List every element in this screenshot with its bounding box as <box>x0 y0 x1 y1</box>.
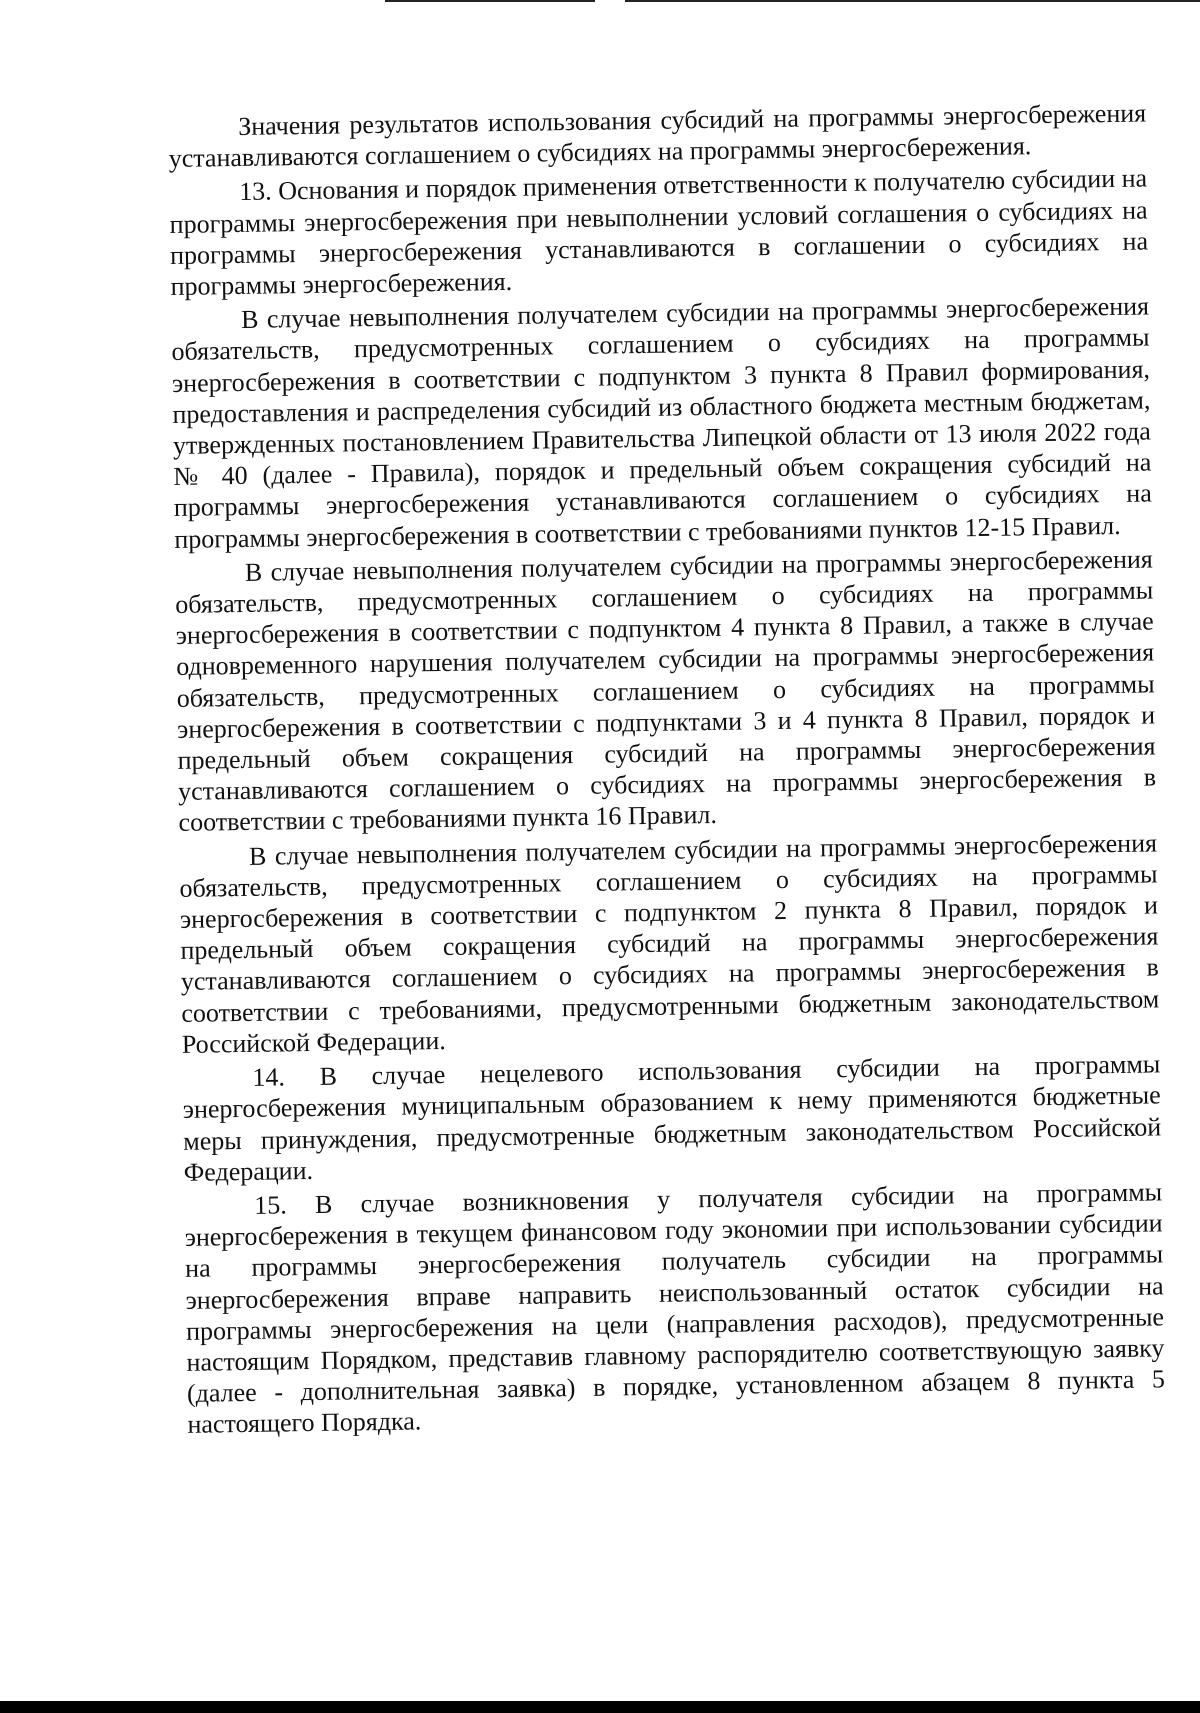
paragraph-results-values: Значения результатов использования субсидий на программы энергосбережения устанавливаются соглашением о субсидиях на программы энергосбережения. <box>168 98 1147 174</box>
scan-bottom-edge <box>0 1701 1200 1713</box>
paragraph-failure-subclause-2: В случае невыполнения получателем субсидии на программы энергосбережения обязательств, предусмотренных соглашением о субсидиях на программы энергосбережения в соответствии с подпунктом 2 пункта 8 Правил, порядок и предельный объем сокращения субсидий на программы энергосбережения устанавливаются соглашением о субсидиях на программы энергосбережения в соответствии с требованиями, предусмотренными бюджетным законодательством Российской Федерации. <box>179 828 1160 1059</box>
paragraph-failure-subclause-4: В случае невыполнения получателем субсидии на программы энергосбережения обязательств, предусмотренных соглашением о субсидиях на программы энергосбережения в соответствии с подпунктом 4 пункта 8 Правил, а также в случае одновременного нарушения получателем субсидии на программы энергосбережения обязательств, предусмотренных соглашением о субсидиях на программы энергосбережения в соответствии с подпунктами 3 и 4 пункта 8 Правил, порядок и предельный объем сокращения субсидий на программы энергосбережения устанавливаются соглашением о субсидиях на программы энергосбережения в соответствии с требованиями пункта 16 Правил. <box>175 544 1157 838</box>
document-body <box>168 97 1166 1443</box>
paragraph-15-savings: 15. В случае возникновения у получателя субсидии на программы энергосбережения в текущем финансовом году экономии при использовании субсидии на программы энергосбережения получатель субсидии на программы энергосбережения вправе направить неиспользованный остаток субсидии на программы энергосбережения на цели (направления расходов), предусмотренные настоящим Порядком, представив главному распорядителю соответствующую заявку (далее - дополнительная заявка) в порядке, установленном абзацем 8 пункта 5 настоящего Порядка. <box>184 1177 1166 1440</box>
paragraph-failure-subclause-3: В случае невыполнения получателем субсидии на программы энергосбережения обязательств, предусмотренных соглашением о субсидиях на программы энергосбережения в соответствии с подпунктом 3 пункта 8 Правил формирования, предоставления и распределения субсидий из областного бюджета местным бюджетам, утвержденных постановлением Правительства Липецкой области от 13 июля 2022 года № 40 (далее - Правила), порядок и предельный объем сокращения субсидий на программы энергосбережения устанавливаются соглашением о субсидиях на программы энергосбережения в соответствии с требованиями пунктов 12-15 Правил. <box>171 291 1152 554</box>
paragraph-14-misuse: 14. В случае нецелевого использования субсидии на программы энергосбережения муниципальным образованием к нему применяются бюджетные меры принуждения, предусмотренные бюджетным законодательством Российской Федерации. <box>182 1049 1162 1187</box>
scan-edge-gap <box>595 0 625 2</box>
scan-top-edge-line <box>385 0 1200 2</box>
paragraph-13-responsibility: 13. Основания и порядок применения ответственности к получателю субсидии на программы энергосбережения при невыполнении условий соглашения о субсидиях на программы энергосбережения устанавливаются в соглашении о субсидиях на программы энергосбережения. <box>169 163 1149 301</box>
